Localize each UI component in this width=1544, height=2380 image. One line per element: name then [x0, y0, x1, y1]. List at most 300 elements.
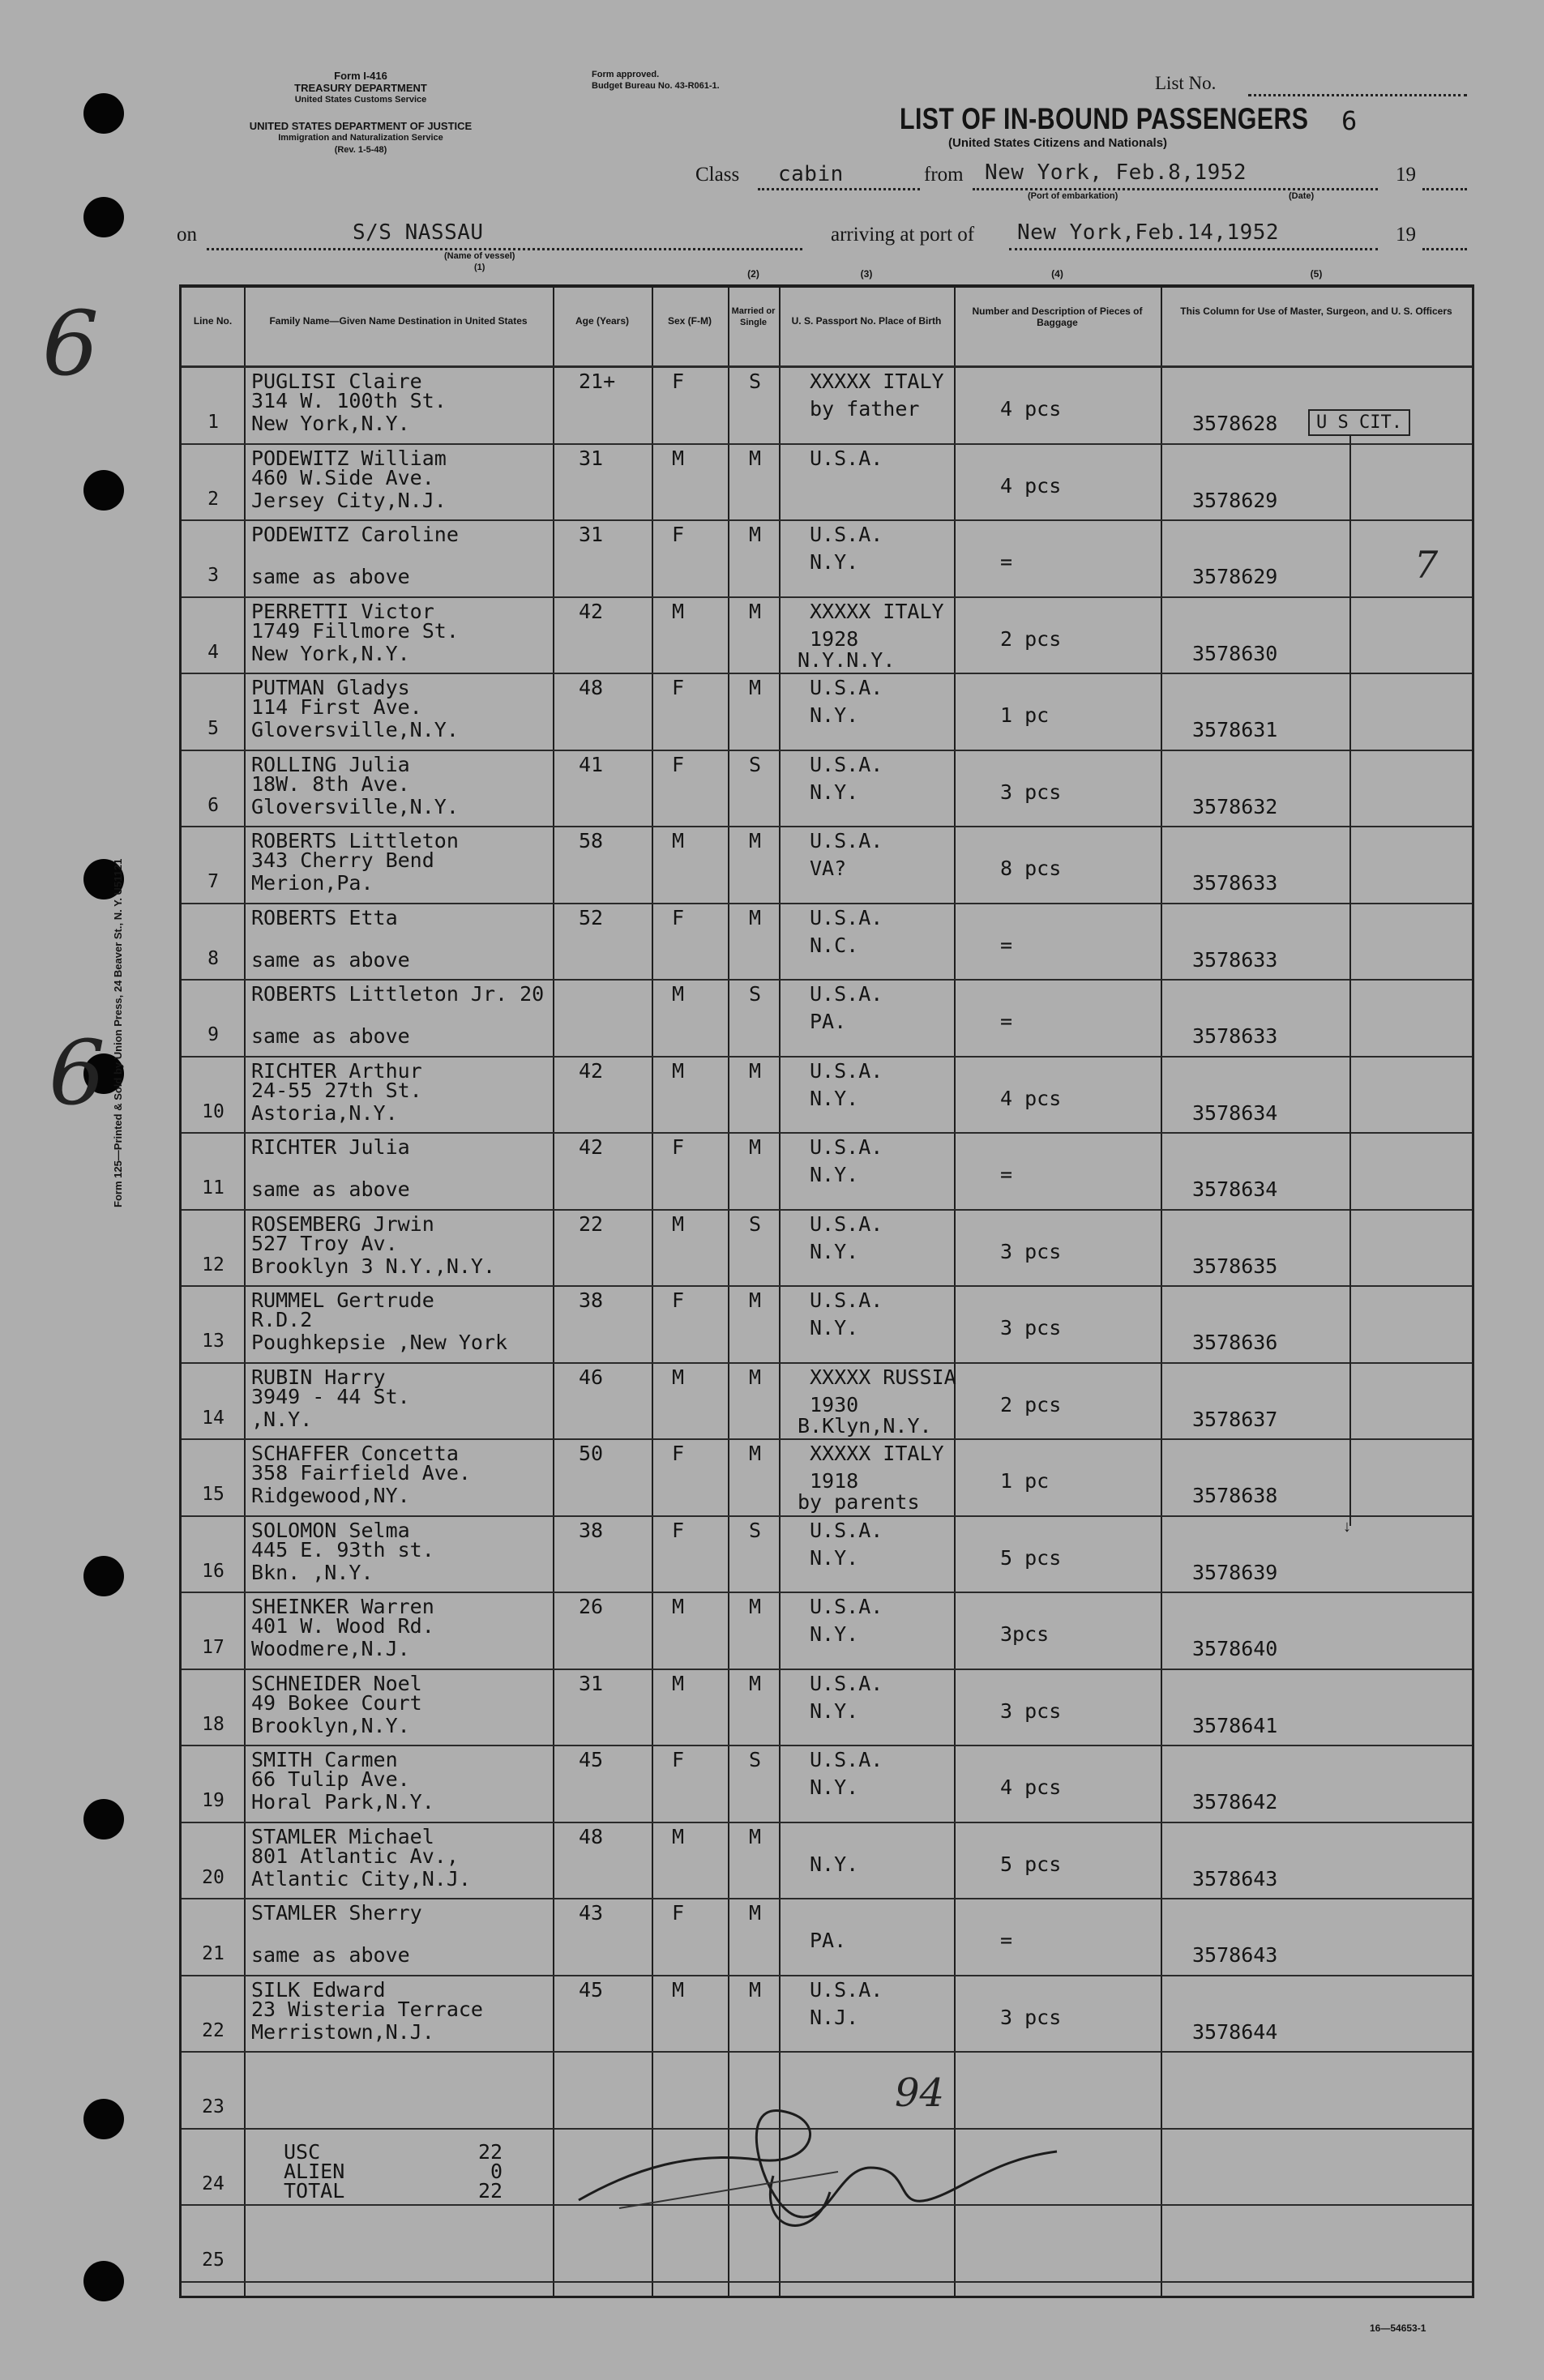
total-label: TOTAL [284, 2179, 345, 2203]
baggage-cell: 4 pcs [1000, 1086, 1062, 1110]
table-row [182, 519, 1472, 596]
passport-birthplace-line-1: U.S.A. [810, 1135, 883, 1159]
passport-birthplace-line-1: U.S.A. [810, 905, 883, 929]
row-divider [182, 2281, 1472, 2283]
table-row [182, 1438, 1472, 1515]
footer-code: 16—54653-1 [1370, 2322, 1426, 2334]
passenger-name: SCHNEIDER Noel [251, 1671, 422, 1695]
baggage-cell: = [1000, 550, 1013, 574]
address-line-1: 343 Cherry Bend [251, 848, 434, 872]
marital-status-cell: S [749, 370, 762, 393]
officer-number-cell: 3578640 [1192, 1637, 1278, 1660]
passenger-name: PODEWITZ William [251, 446, 447, 470]
passport-birthplace-line-3: by parents [798, 1490, 920, 1514]
sex-cell: M [672, 446, 685, 470]
passenger-name: PUTMAN Gladys [251, 676, 410, 699]
sex-cell: M [672, 1365, 685, 1389]
table-row [182, 1669, 1472, 1745]
age-cell: 31 [579, 446, 604, 470]
address-line-2: ,N.Y. [251, 1407, 313, 1431]
date-caption: (Date) [1289, 191, 1315, 201]
line-number: 7 [207, 871, 219, 892]
line-number: 11 [202, 1177, 225, 1199]
table-row [182, 903, 1472, 980]
col-number: (3) [860, 268, 873, 280]
line-number: 22 [202, 2019, 225, 2041]
revision-label: (Rev. 1-5-48) [334, 145, 387, 155]
marital-status-cell: M [749, 1442, 762, 1465]
col-header-baggage: Number and Description of Pieces of Baggage [972, 306, 1143, 328]
age-cell: 46 [579, 1365, 604, 1389]
passport-birthplace-line-1: U.S.A. [810, 752, 883, 776]
punch-hole [83, 197, 124, 237]
passport-birthplace-line-1: XXXXX ITALY [810, 370, 944, 393]
passenger-name: SCHAFFER Concetta [251, 1442, 459, 1465]
passport-birthplace-line-2: N.Y. [810, 1316, 859, 1340]
address-line-2: Woodmere,N.J. [251, 1637, 410, 1660]
marital-status-cell: S [749, 1748, 762, 1771]
punch-hole [83, 2261, 124, 2301]
table-row [182, 1745, 1472, 1822]
class-label: Class [695, 164, 740, 186]
officer-number-cell: 3578632 [1192, 794, 1278, 818]
age-cell: 42 [579, 1058, 604, 1083]
passenger-name: ROBERTS Littleton Jr. 20 [251, 982, 545, 1006]
line-number: 4 [207, 641, 219, 663]
address-line-2: Horal Park,N.Y. [251, 1790, 434, 1814]
officer-number-cell: 3578633 [1192, 1024, 1278, 1048]
address-line-1: 401 W. Wood Rd. [251, 1614, 434, 1638]
marital-status-cell: S [749, 982, 762, 1006]
officer-number-cell: 3578628 [1192, 412, 1278, 435]
line-number: 9 [207, 1024, 219, 1045]
address-line-2: Ridgewood,NY. [251, 1484, 410, 1507]
officer-number-cell: 3578641 [1192, 1713, 1278, 1737]
line-number: 21 [202, 1943, 225, 1964]
vessel-col-number: (1) [474, 263, 485, 272]
sex-cell: F [672, 752, 685, 776]
age-cell: 21+ [579, 370, 616, 393]
passenger-name: PUGLISI Claire [251, 370, 422, 393]
line-number: 14 [202, 1407, 225, 1429]
address-line-2: same as above [251, 1024, 410, 1048]
age-cell: 22 [579, 1211, 604, 1236]
address-line-1: 18W. 8th Ave. [251, 771, 410, 796]
marital-status-cell: M [749, 1135, 762, 1159]
from-line [973, 188, 1378, 190]
side-mark: 7 [1414, 543, 1439, 587]
baggage-cell: 1 pc [1000, 703, 1050, 727]
line-number: 12 [202, 1254, 225, 1275]
sex-cell: M [672, 829, 685, 852]
address-line-1: R.D.2 [251, 1308, 313, 1331]
marital-status-cell: S [749, 1518, 762, 1542]
address-line-2: Bkn. ,N.Y. [251, 1560, 374, 1584]
ditto-arrow-line [1349, 436, 1351, 1526]
sex-cell: M [672, 1058, 685, 1083]
address-line-2: Jersey City,N.J. [251, 488, 447, 512]
punch-hole [83, 93, 124, 134]
sex-cell: F [672, 523, 685, 546]
address-line-2: Poughkepsie ,New York [251, 1331, 508, 1354]
table-row [182, 1362, 1472, 1439]
passenger-name: STAMLER Michael [251, 1824, 434, 1848]
passport-birthplace-line-1: XXXXX ITALY [810, 1442, 944, 1465]
line-number: 1 [207, 412, 219, 433]
marital-status-cell: M [749, 1288, 762, 1312]
line-number: 17 [202, 1637, 225, 1658]
address-line-1: 24-55 27th St. [251, 1078, 422, 1102]
baggage-cell: = [1000, 1163, 1013, 1186]
address-line-2: Brooklyn,N.Y. [251, 1713, 410, 1737]
table-row [182, 1056, 1472, 1133]
vessel-caption: (Name of vessel) [444, 251, 515, 261]
baggage-cell: 8 pcs [1000, 857, 1062, 880]
usc-value: 22 [478, 2140, 503, 2164]
col-header-married: Married or Single [731, 306, 776, 327]
passport-birthplace-line-1: U.S.A. [810, 1288, 883, 1312]
passenger-name: ROSEMBERG Jrwin [251, 1211, 434, 1236]
form-number: Form I-416 [334, 70, 387, 82]
age-cell: 31 [579, 1671, 604, 1695]
passport-birthplace-line-2: N.Y. [810, 1163, 859, 1186]
address-line-1: 314 W. 100th St. [251, 389, 447, 412]
table-row [182, 979, 1472, 1056]
passport-birthplace-line-1: U.S.A. [810, 1211, 883, 1236]
baggage-cell: = [1000, 933, 1013, 957]
marital-status-cell: M [749, 1595, 762, 1618]
officer-number-cell: 3578643 [1192, 1943, 1278, 1967]
table-row [182, 1515, 1472, 1592]
passport-birthplace-line-2: N.Y. [810, 703, 859, 727]
sex-cell: F [672, 1135, 685, 1159]
margin-printer-text: Form 125—Printed & Sold by Union Press, 24 Beaver St., N. Y. U51121 [112, 858, 124, 1207]
passport-birthplace-line-2: N.Y. [810, 1239, 859, 1263]
age-cell: 42 [579, 1135, 604, 1159]
document-title: LIST OF IN-BOUND PASSENGERS [900, 102, 1309, 135]
line-number: 5 [207, 718, 219, 739]
punch-hole [83, 1799, 124, 1839]
passport-birthplace-line-1: U.S.A. [810, 1671, 883, 1695]
passport-birthplace-line-2: N.Y. [810, 780, 859, 804]
age-cell: 38 [579, 1288, 604, 1312]
officer-number-cell: 3578636 [1192, 1331, 1278, 1354]
marital-status-cell: S [749, 752, 762, 776]
baggage-cell: 3 pcs [1000, 1698, 1062, 1723]
passport-birthplace-line-2: N.Y. [810, 550, 859, 574]
from-label: from [924, 164, 964, 186]
baggage-cell: 5 pcs [1000, 1545, 1062, 1570]
year-line [1422, 248, 1467, 250]
sex-cell: M [672, 1824, 685, 1848]
passenger-name: ROBERTS Etta [251, 905, 398, 929]
passport-birthplace-line-2: N.Y. [810, 1698, 859, 1723]
passenger-name: SMITH Carmen [251, 1748, 398, 1771]
age-cell: 41 [579, 752, 604, 776]
passport-birthplace-line-1: XXXXX ITALY [810, 599, 944, 623]
arrival-value: New York,Feb.14,1952 [1017, 220, 1280, 245]
address-line-1: 114 First Ave. [251, 695, 422, 719]
table-row [182, 673, 1472, 750]
sex-cell: F [672, 1901, 685, 1925]
signature-note: 94 [895, 2070, 945, 2116]
line-number: 2 [207, 488, 219, 510]
sex-cell: M [672, 1211, 685, 1236]
age-cell: 45 [579, 1748, 604, 1771]
marital-status-cell: M [749, 1671, 762, 1695]
passport-birthplace-line-2: 1928 [810, 626, 859, 651]
baggage-cell: 3pcs [1000, 1622, 1050, 1646]
alien-label: ALIEN [284, 2160, 345, 2183]
passenger-name: RICHTER Julia [251, 1135, 410, 1159]
year-line [1422, 188, 1467, 190]
address-line-1: 358 Fairfield Ave. [251, 1461, 471, 1485]
line-number: 8 [207, 947, 219, 969]
officer-number-cell: 3578637 [1192, 1407, 1278, 1431]
marital-status-cell: M [749, 676, 762, 699]
officer-number-cell: 3578635 [1192, 1254, 1278, 1278]
address-line-2: Merristown,N.J. [251, 2019, 434, 2044]
baggage-cell: 2 pcs [1000, 1392, 1062, 1416]
margin-mark: 6 [42, 292, 99, 395]
on-label: on [177, 224, 197, 246]
table-row [182, 1209, 1472, 1286]
passenger-name: RICHTER Arthur [251, 1058, 422, 1083]
address-line-1: 445 E. 93th st. [251, 1537, 434, 1562]
line-number: 15 [202, 1484, 225, 1505]
vessel-line [207, 248, 802, 250]
passport-birthplace-line-1: U.S.A. [810, 523, 883, 546]
passport-birthplace-line-2: 1930 [810, 1392, 859, 1416]
marital-status-cell: M [749, 1058, 762, 1083]
passport-birthplace-line-1: U.S.A. [810, 1595, 883, 1618]
vessel-name: S/S NASSAU [353, 220, 484, 245]
punch-hole [83, 2099, 124, 2139]
baggage-cell: 4 pcs [1000, 397, 1062, 421]
sex-cell: F [672, 1518, 685, 1542]
baggage-cell: 3 pcs [1000, 1316, 1062, 1340]
passport-birthplace-line-2: by father [810, 397, 920, 421]
address-line-1: 23 Wisteria Terrace [251, 1997, 483, 2021]
age-cell: 31 [579, 523, 604, 546]
passenger-name: SOLOMON Selma [251, 1518, 410, 1542]
citizen-stamp: U S CIT. [1308, 409, 1410, 436]
passport-birthplace-line-2: N.Y. [810, 1852, 859, 1876]
officer-number-cell: 3578634 [1192, 1100, 1278, 1125]
address-line-2: same as above [251, 1177, 410, 1201]
line-number: 19 [202, 1790, 225, 1811]
table-row [182, 1285, 1472, 1362]
year-label: 19 [1396, 224, 1416, 246]
age-cell: 52 [579, 905, 604, 929]
passenger-table [179, 268, 1474, 2298]
address-line-2: Gloversville,N.Y. [251, 718, 459, 741]
sex-cell: F [672, 370, 685, 393]
table-row [182, 1592, 1472, 1669]
address-line-1: 66 Tulip Ave. [251, 1767, 410, 1791]
marital-status-cell: M [749, 1365, 762, 1389]
address-line-2: same as above [251, 565, 410, 588]
passport-birthplace-line-1: U.S.A. [810, 829, 883, 852]
passport-birthplace-line-2: 1918 [810, 1469, 859, 1493]
passport-birthplace-line-1: U.S.A. [810, 1058, 883, 1083]
marital-status-cell: M [749, 1824, 762, 1848]
arriving-line [1009, 248, 1378, 250]
baggage-cell: 5 pcs [1000, 1852, 1062, 1876]
budget-bureau: Budget Bureau No. 43-R061-1. [592, 81, 720, 91]
year-label: 19 [1396, 164, 1416, 186]
officer-signature [571, 2070, 1073, 2249]
class-value: cabin [778, 162, 844, 186]
age-cell: 50 [579, 1442, 604, 1465]
table-row [182, 1132, 1472, 1209]
passport-birthplace-line-2: N.Y. [810, 1086, 859, 1110]
col-number: (2) [747, 268, 759, 280]
baggage-cell: 1 pc [1000, 1469, 1050, 1493]
officer-number-cell: 3578631 [1192, 718, 1278, 741]
officer-number-cell: 3578630 [1192, 641, 1278, 665]
sex-cell: F [672, 1442, 685, 1465]
address-line-2: New York,N.Y. [251, 641, 410, 665]
baggage-cell: 4 pcs [1000, 473, 1062, 498]
baggage-cell: 3 pcs [1000, 2005, 1062, 2029]
age-cell: 45 [579, 1977, 604, 2002]
sex-cell: M [672, 982, 685, 1006]
col-header-age: Age (Years) [575, 315, 630, 327]
list-no-line [1248, 94, 1467, 96]
address-line-1: 49 Bokee Court [251, 1690, 422, 1715]
passenger-name: ROBERTS Littleton [251, 829, 459, 852]
sex-cell: M [672, 1977, 685, 2002]
passport-birthplace-line-1: U.S.A. [810, 676, 883, 699]
line-number: 20 [202, 1866, 225, 1888]
passport-birthplace-line-3: B.Klyn,N.Y. [798, 1413, 932, 1438]
passport-birthplace-line-1: U.S.A. [810, 1977, 883, 2002]
sex-cell: F [672, 1288, 685, 1312]
address-line-1: 801 Atlantic Av., [251, 1844, 459, 1868]
address-line-2: Merion,Pa. [251, 871, 374, 895]
officer-number-cell: 3578629 [1192, 488, 1278, 512]
passport-birthplace-line-2: N.Y. [810, 1622, 859, 1646]
officer-number-cell: 3578644 [1192, 2019, 1278, 2044]
line-number: 16 [202, 1560, 225, 1582]
baggage-cell: 2 pcs [1000, 626, 1062, 651]
embarkation-value: New York, Feb.8,1952 [985, 160, 1247, 185]
table-row [182, 596, 1472, 673]
age-cell: 26 [579, 1595, 604, 1618]
passport-birthplace-line-3: N.Y.N.Y. [798, 647, 896, 672]
baggage-cell: = [1000, 1010, 1013, 1033]
sex-cell: M [672, 1595, 685, 1618]
sex-cell: M [672, 599, 685, 623]
col-number: (4) [1051, 268, 1063, 280]
baggage-cell: 4 pcs [1000, 1775, 1062, 1799]
margin-mark: 6 [49, 1021, 105, 1125]
address-line-1: 460 W.Side Ave. [251, 465, 434, 489]
col-header-name: Family Name—Given Name Destination in United States [269, 315, 528, 327]
table-row [182, 1822, 1472, 1899]
address-line-1: 1749 Fillmore St. [251, 618, 459, 643]
line-number: 24 [202, 2173, 225, 2194]
line-number: 18 [202, 1713, 225, 1735]
sex-cell: F [672, 1748, 685, 1771]
sheet-number: 6 [1341, 105, 1358, 136]
marital-status-cell: M [749, 829, 762, 852]
total-value: 22 [478, 2179, 503, 2203]
passport-birthplace-line-1: U.S.A. [810, 1748, 883, 1771]
address-line-2: Astoria,N.Y. [251, 1100, 398, 1125]
passenger-name: RUBIN Harry [251, 1365, 386, 1389]
officer-number-cell: 3578633 [1192, 947, 1278, 972]
marital-status-cell: M [749, 599, 762, 623]
baggage-cell: 3 pcs [1000, 780, 1062, 804]
line-number: 3 [207, 565, 219, 586]
usc-label: USC [284, 2140, 321, 2164]
officer-number-cell: 3578633 [1192, 871, 1278, 895]
alien-value: 0 [490, 2160, 503, 2183]
table-row [182, 1898, 1472, 1975]
baggage-cell: = [1000, 1929, 1013, 1952]
passenger-name: ROLLING Julia [251, 752, 410, 776]
age-cell: 48 [579, 676, 604, 699]
officer-number-cell: 3578634 [1192, 1177, 1278, 1201]
passenger-name: RUMMEL Gertrude [251, 1288, 434, 1312]
passport-birthplace-line-2: PA. [810, 1929, 847, 1952]
officer-number-cell: 3578638 [1192, 1484, 1278, 1507]
officer-number-cell: 3578629 [1192, 565, 1278, 588]
line-number: 13 [202, 1331, 225, 1352]
table-row [182, 826, 1472, 903]
baggage-cell: 3 pcs [1000, 1239, 1062, 1263]
passenger-name: STAMLER Sherry [251, 1901, 422, 1925]
col-header-sex: Sex (F-M) [668, 315, 712, 327]
address-line-1: 3949 - 44 St. [251, 1384, 410, 1408]
line-number: 23 [202, 2096, 225, 2117]
passport-birthplace-line-1: U.S.A. [810, 446, 883, 470]
treasury-label: TREASURY DEPARTMENT [294, 82, 427, 94]
passport-birthplace-line-1: XXXXX RUSSIA [810, 1365, 956, 1389]
age-cell: 48 [579, 1824, 604, 1848]
marital-status-cell: M [749, 446, 762, 470]
table-row [182, 750, 1472, 827]
form-approved: Form approved. [592, 70, 660, 79]
line-number: 25 [202, 2250, 225, 2271]
marital-status-cell: M [749, 905, 762, 929]
class-line [758, 188, 920, 190]
punch-hole [83, 1556, 124, 1596]
passport-birthplace-line-2: N.C. [810, 933, 859, 957]
marital-status-cell: M [749, 1901, 762, 1925]
list-no-label: List No. [1155, 73, 1217, 93]
address-line-2: Brooklyn 3 N.Y.,N.Y. [251, 1254, 496, 1278]
table-row [182, 1975, 1472, 2052]
address-line-2: same as above [251, 1943, 410, 1967]
officer-number-cell: 3578639 [1192, 1560, 1278, 1584]
col-header-line: Line No. [193, 315, 233, 327]
marital-status-cell: M [749, 523, 762, 546]
passport-birthplace-line-1: U.S.A. [810, 1518, 883, 1542]
address-line-1: 527 Troy Av. [251, 1231, 398, 1255]
sex-cell: F [672, 676, 685, 699]
sex-cell: M [672, 1671, 685, 1695]
passport-birthplace-line-2: VA? [810, 857, 847, 880]
marital-status-cell: S [749, 1211, 762, 1236]
officer-number-cell: 3578642 [1192, 1790, 1278, 1814]
passport-birthplace-line-2: N.Y. [810, 1775, 859, 1799]
line-number: 6 [207, 794, 219, 816]
document-subtitle: (United States Citizens and Nationals) [948, 136, 1168, 150]
punch-hole [83, 470, 124, 511]
